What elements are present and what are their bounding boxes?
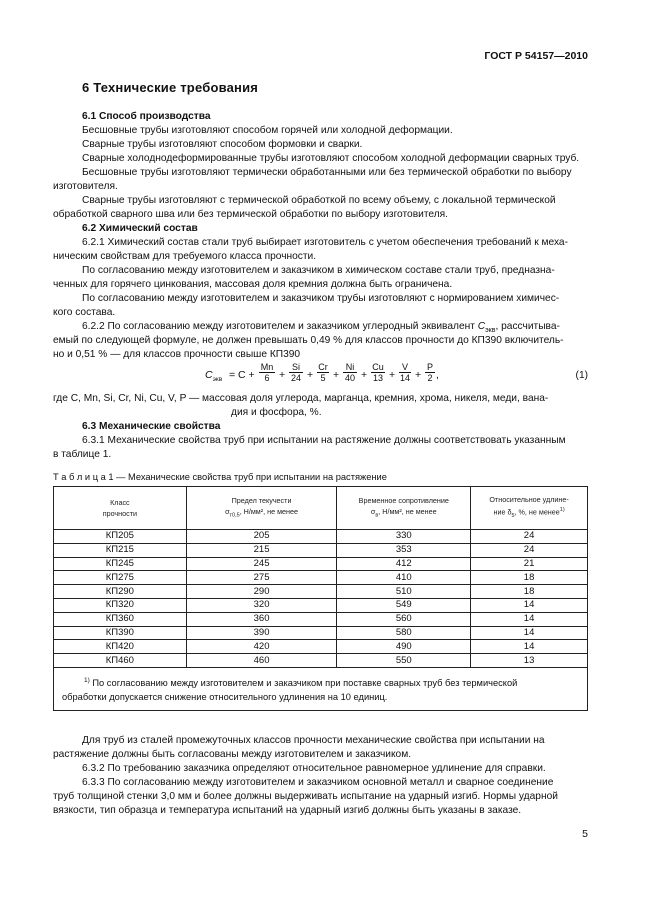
denominator: 5 [320, 373, 326, 383]
plus-sign: + [389, 369, 396, 381]
denominator: 14 [399, 373, 410, 383]
cell-class: КП245 [54, 557, 187, 571]
header-tensile [337, 487, 471, 530]
cell-elongation: 14 [471, 626, 588, 640]
paragraph-line: изготовителя. [53, 181, 118, 192]
header-yield [186, 487, 337, 530]
numerator: V [399, 362, 411, 373]
paragraph-line: Сварные трубы изготовляют с термической обработкой по всему объему, с локальной термической [82, 195, 556, 206]
header-line: , Н/мм², не менее [378, 506, 437, 516]
cell-class: КП320 [54, 598, 187, 612]
subscript: экв [485, 327, 496, 335]
text-run: , рассчитыва- [495, 321, 560, 332]
denominator: 2 [427, 373, 433, 383]
paragraph-line: дия и фосфора, %. [231, 407, 322, 418]
cell-elongation: 13 [471, 654, 588, 668]
text-run: 6.2.2 По согласованию между изготовителем и заказчиком углеродный эквивалент [82, 321, 478, 332]
paragraph-line: вязкости, тип образца и температура испытаний на ударный изгиб должны быть указаны в заказе. [53, 805, 522, 816]
symbol: σ [370, 506, 376, 516]
header-elongation [471, 487, 588, 530]
table-row [54, 530, 588, 544]
cell-tensile: 580 [337, 626, 471, 640]
fraction-si [289, 362, 303, 383]
paragraph-line: кого состава. [53, 307, 116, 318]
fraction-cr [317, 362, 329, 383]
fraction-p [425, 362, 435, 383]
table-row [54, 585, 588, 599]
subscript: экв [212, 376, 223, 384]
symbol: С [205, 369, 213, 381]
cell-tensile: 510 [337, 585, 471, 599]
cell-class: КП205 [54, 530, 187, 544]
header-line: ние [493, 507, 508, 517]
header-class [54, 487, 187, 530]
subscript: т0,5 [229, 512, 240, 519]
paragraph-line: 6.3.1 Механические свойства труб при испытании на растяжение должны соответствовать указанным [82, 435, 566, 446]
cell-elongation: 14 [471, 612, 588, 626]
paragraph-line: По согласованию между изготовителем и заказчиком в химическом составе стали труб, предназна- [82, 265, 555, 276]
cell-yield: 215 [186, 543, 337, 557]
header-line: Относительное удлине- [489, 495, 569, 505]
properties-table [53, 486, 588, 711]
cell-tensile: 550 [337, 654, 471, 668]
symbol: σ [225, 506, 230, 516]
cell-yield: 390 [186, 626, 337, 640]
plus-sign: + [361, 369, 368, 381]
symbol: δ [507, 507, 512, 517]
footnote-text: обработки допускается снижение относительного удлинения на 10 единиц. [62, 692, 388, 703]
numerator: Cr [318, 362, 328, 372]
cell-elongation: 14 [471, 598, 588, 612]
header-line: Класс [110, 498, 130, 507]
fraction-mn [259, 362, 275, 383]
denominator: 40 [344, 373, 355, 383]
plus-sign: + [415, 369, 422, 381]
cell-class: КП275 [54, 571, 187, 585]
numerator: Cu [372, 362, 384, 372]
paragraph-line: 6.3.3 По согласованию между изготовителем и заказчиком основной металл и сварное соединение [82, 777, 554, 788]
footnote-mark: 1) [84, 676, 90, 684]
paragraph-line: ническим свойствам для требуемого класса прочности. [53, 251, 317, 262]
cell-elongation: 21 [471, 557, 588, 571]
cell-elongation: 14 [471, 640, 588, 654]
paragraph-line: емый по следующей формуле, не должен превышать 0,49 % для классов прочности до КП390 включитель- [53, 335, 564, 346]
cell-elongation: 18 [471, 571, 588, 585]
header-line: Временное сопротивление [358, 495, 449, 505]
footnote-mark: 1) [559, 507, 565, 514]
cell-yield: 275 [186, 571, 337, 585]
numerator: Ni [343, 362, 357, 373]
formula-equals: = C + [229, 369, 255, 381]
cell-class: КП360 [54, 612, 187, 626]
cell-tensile: 560 [337, 612, 471, 626]
cell-yield: 320 [186, 598, 337, 612]
cell-yield: 360 [186, 612, 337, 626]
plus-sign: + [307, 369, 314, 381]
fraction-v [399, 362, 411, 383]
formula-end: , [436, 369, 439, 381]
paragraph-line: труб толщиной стенки 3,0 мм и более должны выдерживать испытание на ударный изгиб. Нормы ударной [53, 791, 558, 802]
formula-lhs [205, 369, 222, 383]
numerator: Si [289, 362, 303, 373]
table-row [54, 654, 588, 668]
table-row [54, 640, 588, 654]
table-header-row [54, 487, 588, 530]
table-row [54, 543, 588, 557]
table-row [54, 571, 588, 585]
cell-tensile: 412 [337, 557, 471, 571]
fraction-cu [371, 362, 385, 383]
cell-tensile: 490 [337, 640, 471, 654]
table-footnote-row [54, 667, 588, 710]
paragraph-line: Сварные холоднодеформированные трубы изготовляют способом холодной деформации сварных труб. [82, 153, 580, 164]
denominator: 13 [372, 373, 383, 383]
cell-yield: 290 [186, 585, 337, 599]
header-line: Предел текучести [231, 495, 292, 505]
table-footnote [54, 667, 588, 710]
cell-elongation: 24 [471, 530, 588, 544]
cell-tensile: 549 [337, 598, 471, 612]
cell-tensile: 330 [337, 530, 471, 544]
cell-yield: 460 [186, 654, 337, 668]
paragraph-line: растяжение должны быть согласованы между изготовителем и заказчиком. [53, 749, 412, 760]
subsection-heading-6-1: 6.1 Способ производства [82, 111, 211, 122]
plus-sign: + [279, 369, 286, 381]
paragraph-line: Для труб из сталей промежуточных классов прочности механические свойства при испытании на [82, 735, 545, 746]
subscript: 5 [511, 512, 515, 519]
paragraph-line: 6.2.1 Химический состав стали труб выбирает изготовитель с учетом обеспечения требований к меха- [82, 237, 568, 248]
table-row [54, 598, 588, 612]
cell-class: КП215 [54, 543, 187, 557]
subsection-heading-6-3: 6.3 Механические свойства [82, 421, 221, 432]
denominator: 24 [290, 373, 301, 383]
header-line: , %, не менее [514, 507, 560, 517]
header-line: прочности [102, 509, 138, 518]
plus-sign: + [333, 369, 340, 381]
subscript: в [375, 512, 379, 519]
cell-yield: 245 [186, 557, 337, 571]
paragraph-line: где С, Mn, Si, Cr, Ni, Cu, V, P — массовая доля углерода, марганца, кремния, хрома, никеля, меди, вана- [53, 393, 549, 404]
section-title: 6 Технические требования [82, 80, 259, 95]
table-row [54, 557, 588, 571]
cell-yield: 205 [186, 530, 337, 544]
denominator: 6 [264, 373, 270, 383]
paragraph-line: Сварные трубы изготовляют способом формовки и сварки. [82, 139, 363, 150]
paragraph-line: обработкой сварного шва или без термической обработки по выбору изготовителя. [53, 209, 448, 220]
numerator: P [426, 362, 433, 372]
formula-number: (1) [575, 370, 588, 381]
cell-class: КП460 [54, 654, 187, 668]
cell-yield: 420 [186, 640, 337, 654]
page-number: 5 [582, 828, 588, 840]
cell-tensile: 353 [337, 543, 471, 557]
cell-elongation: 24 [471, 543, 588, 557]
header-line: , Н/мм², не менее [239, 506, 299, 516]
fraction-ni [343, 362, 357, 383]
paragraph-line: но и 0,51 % — для классов прочности свыше КП390 [53, 349, 301, 360]
symbol: С [477, 321, 486, 332]
cell-elongation: 18 [471, 585, 588, 599]
cell-class: КП290 [54, 585, 187, 599]
footnote-text: По согласованию между изготовителем и заказчиком при поставке сварных труб без термической [89, 678, 518, 689]
table-row [54, 612, 588, 626]
cell-tensile: 410 [337, 571, 471, 585]
paragraph-line: По согласованию между изготовителем и заказчиком трубы изготовляют с нормированием химичес- [82, 293, 560, 304]
table-row [54, 626, 588, 640]
paragraph-line: в таблице 1. [53, 449, 112, 460]
cell-class: КП420 [54, 640, 187, 654]
cell-class: КП390 [54, 626, 187, 640]
numerator: Mn [260, 362, 274, 372]
formula [205, 360, 445, 392]
document-id: ГОСТ Р 54157—2010 [484, 50, 588, 62]
paragraph-line: ченных для горячего цинкования, массовая доля кремния должна быть ограничена. [53, 279, 453, 290]
table-caption: Т а б л и ц а 1 — Механические свойства труб при испытании на растяжение [53, 472, 387, 482]
paragraph-line: Бесшовные трубы изготовляют термически обработанными или без термической обработки по выбору [82, 167, 572, 178]
paragraph-line: Бесшовные трубы изготовляют способом горячей или холодной деформации. [82, 125, 453, 136]
paragraph-line: 6.3.2 По требованию заказчика определяют относительное равномерное удлинение для справки. [82, 763, 546, 774]
subsection-heading-6-2: 6.2 Химический состав [82, 223, 198, 234]
